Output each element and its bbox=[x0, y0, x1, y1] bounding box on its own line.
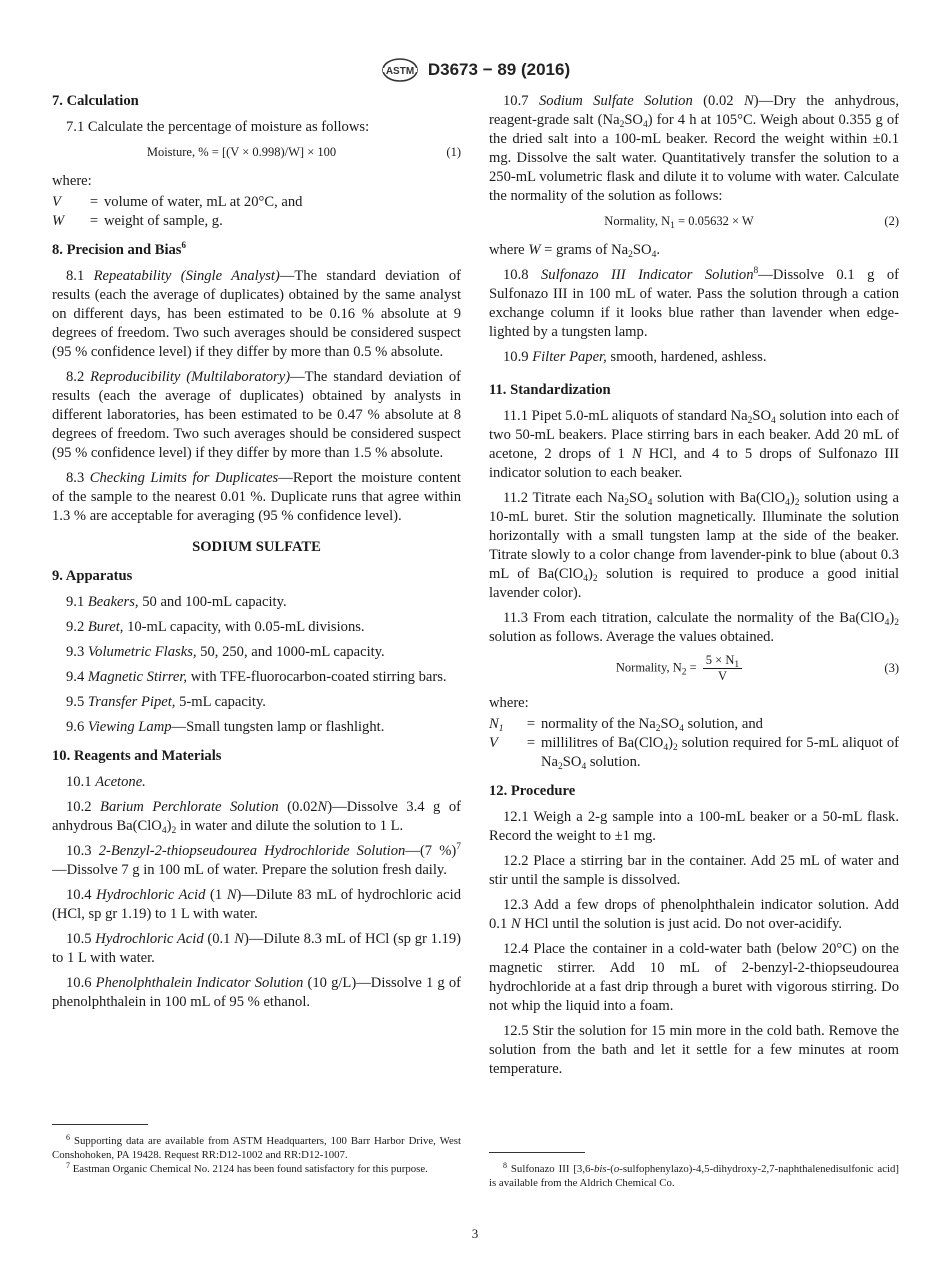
page-number: 3 bbox=[471, 1226, 479, 1241]
paragraph-10-3: 10.3 2-Benzyl-2-thiopseudourea Hydrochloride Solution—(7 %)$^7$—Dissolve 7 g in 100 mL of water. Prepare the solution fresh daily. bbox=[52, 842, 462, 878]
definition-row: V = millilitres of $Ba(ClO_4)_2$ solution required for 5-mL aliquot of $Na_2SO_4$ solution. bbox=[489, 735, 899, 772]
apparatus-item: 9.1 Beakers, 50 and 100-mL capacity. bbox=[66, 594, 287, 610]
section-11-heading: 11. Standardization bbox=[489, 382, 611, 398]
paragraph-10-8: 10.8 Sulfonazo III Indicator Solution$^8$—Dissolve 0.1 g of Sulfonazo III in 100 mL of water. Pass the solution through a cation exchange column if it looks blue rather than lavender when edge-lighted by a tungsten lamp. bbox=[489, 266, 899, 340]
equation-1-formula: Moisture, % = [(V × 0.998)/W] × 100 bbox=[146, 145, 337, 159]
svg-text:ASTM: ASTM bbox=[385, 66, 415, 77]
apparatus-item: 9.4 Magnetic Stirrer, with TFE-fluorocarbon-coated stirring bars. bbox=[66, 669, 447, 685]
footnote-divider-left bbox=[52, 1124, 148, 1125]
equation-2-formula: Normality, $N_1 = 0.05632 \times W$ bbox=[604, 214, 754, 231]
apparatus-item: 9.3 Volumetric Flasks, 50, 250, and 1000-mL capacity. bbox=[66, 644, 385, 660]
sodium-sulfate-title: SODIUM SULFATE bbox=[192, 539, 321, 555]
paragraph-10-2: 10.2 Barium Perchlorate Solution (0.02N)—Dissolve 3.4 g of anhydrous $Ba(ClO_4)_2$ in water and dilute the solution to 1 L. bbox=[52, 799, 461, 836]
definitions-11 bbox=[489, 715, 899, 772]
equation-1-number: (1) bbox=[446, 145, 461, 159]
paragraph-10-1: 10.1 Acetone. bbox=[66, 774, 146, 790]
definitions-7 bbox=[52, 193, 461, 231]
paragraph-11-2: 11.2 Titrate each $Na_2SO_4$ solution with $Ba(ClO_4)_2$ solution using a 10-mL buret. Stir the solution magnetically. Illuminate the solution horizontally with a small tungsten lamp at the side of the beaker. Titrate slowly to a color change from lavender-pink to blue (about 0.3 mL of $Ba(ClO_4)_2$ solution is required to produce a good initial lavender color). bbox=[489, 490, 900, 601]
section-8-heading: 8. Precision and Bias$^6$ bbox=[52, 240, 186, 258]
paragraph-12-4: 12.4 Place the container in a cold-water bath (below 20°C) on the magnetic stirrer. Add 10 mL of 2-benzyl-2-thiopseudourea hydrochloride at a fast drip through a buret with vigorous stirring. Do not whip the liquid into a foam. bbox=[489, 941, 899, 1014]
equation-3 bbox=[489, 653, 899, 684]
left-column bbox=[52, 92, 461, 1018]
equation-3-fraction: $\frac{5 \times N_1}{V}$ bbox=[703, 653, 742, 684]
paragraph-12-5: 12.5 Stir the solution for 15 min more in the cold bath. Remove the solution from the bath and let it settle for a few minutes at room temperature. bbox=[489, 1023, 899, 1077]
equation-2-number: (2) bbox=[884, 214, 899, 228]
apparatus-item: 9.5 Transfer Pipet, 5-mL capacity. bbox=[66, 694, 266, 710]
definition-row: V = volume of water, mL at 20°C, and bbox=[52, 194, 303, 210]
paragraph-10-5: 10.5 Hydrochloric Acid (0.1 N)—Dilute 8.3 mL of HCl (sp gr 1.19) to 1 L with water. bbox=[52, 931, 462, 966]
paragraph-11-3: 11.3 From each titration, calculate the normality of the $Ba(ClO_4)_2$ solution as follows. Average the values obtained. bbox=[489, 610, 899, 645]
right-column bbox=[489, 92, 899, 1085]
paragraph-8-2: 8.2 Reproducibility (Multilaboratory)—The standard deviation of results (each the average of duplicates) obtained by analysts in different laboratories, has been estimated to be 0.47 % absolute at 8 degrees of freedom. Two such averages should be considered suspect (95 % confidence level) if they differ by more than 1.5 % absolute. bbox=[52, 369, 461, 461]
astm-logo-icon bbox=[380, 57, 420, 83]
paragraph-8-3: 8.3 Checking Limits for Duplicates—Report the moisture content of the sample to the nearest 0.01 %. Duplicate runs that agree within 1.3 % are acceptable for averaging (95 % confidence level). bbox=[52, 470, 461, 524]
footnote-6: $^6$ Supporting data are available from ASTM Headquarters, 100 Barr Harbor Drive, West Conshohoken, PA 19428. Request RR:D12-1002 and RR:D12-1007. bbox=[52, 1133, 461, 1161]
paragraph-10-9: 10.9 Filter Paper, smooth, hardened, ashless. bbox=[503, 349, 767, 365]
footnote-7: $^7$ Eastman Organic Chemical No. 2124 has been found satisfactory for this purpose. bbox=[66, 1161, 428, 1175]
where-label-3: where: bbox=[489, 695, 529, 711]
document-id: D3673 − 89 (2016) bbox=[427, 60, 571, 79]
footnote-8: $^8$ Sulfonazo III [3,6-bis-(o-sulfophenylazo)-4,5-dihydroxy-2,7-naphthalenedisulfonic acid] is available from the Aldrich Chemical Co. bbox=[489, 1161, 900, 1189]
paragraph-12-1: 12.1 Weigh a 2-g sample into a 100-mL beaker or a 50-mL flask. Record the weight to ±1 mg. bbox=[489, 809, 899, 844]
paragraph-10-6: 10.6 Phenolphthalein Indicator Solution (10 g/L)—Dissolve 1 g of phenolphthalein in 100 mL of 95 % ethanol. bbox=[52, 975, 461, 1010]
apparatus-item: 9.2 Buret, 10-mL capacity, with 0.05-mL divisions. bbox=[66, 619, 365, 635]
footnotes-left bbox=[52, 1134, 461, 1176]
where-label: where: bbox=[52, 173, 92, 189]
apparatus-item: 9.6 Viewing Lamp—Small tungsten lamp or flashlight. bbox=[66, 719, 385, 735]
paragraph-12-2: 12.2 Place a stirring bar in the container. Add 25 mL of water and stir until the sample is dissolved. bbox=[489, 853, 899, 888]
equation-3-formula: Normality, $N_2$ = $\frac{5 \times N_1}{V}$ bbox=[489, 653, 869, 684]
paragraph-10-4: 10.4 Hydrochloric Acid (1 N)—Dilute 83 mL of hydrochloric acid (HCl, sp gr 1.19) to 1 L with water. bbox=[52, 887, 461, 922]
section-10-heading: 10. Reagents and Materials bbox=[52, 748, 222, 764]
section-7-heading: 7. Calculation bbox=[52, 93, 139, 109]
definition-row: $N_1$ = normality of the $Na_2SO_4$ solution, and bbox=[489, 716, 763, 734]
footnote-divider-right bbox=[489, 1152, 585, 1153]
where-w-line: where W = grams of $Na_2SO_4$. bbox=[489, 242, 660, 260]
paragraph-8-1: 8.1 Repeatability (Single Analyst)—The standard deviation of results (each the average of duplicates) obtained by the same analyst on different days, has been estimated to be 0.16 % absolute at 9 degrees of freedom. Two such averages should be considered suspect (95 % confidence level) if they differ by more than 0.5 % absolute. bbox=[52, 268, 462, 360]
paragraph-11-1: 11.1 Pipet 5.0-mL aliquots of standard $Na_2SO_4$ solution into each of two 50-mL beakers. Place stirring bars in each beaker. Add 20 mL of acetone, 2 drops of 1 N HCl, and 4 to 5 drops of Sulfonazo III indicator solution to each beaker. bbox=[489, 408, 899, 481]
paragraph-12-3: 12.3 Add a few drops of phenolphthalein indicator solution. Add 0.1 N HCl until the solution is just acid. Do not over-acidify. bbox=[489, 897, 899, 932]
definition-row: W = weight of sample, g. bbox=[52, 213, 223, 229]
equation-3-number: (3) bbox=[884, 661, 899, 675]
section-12-heading: 12. Procedure bbox=[489, 783, 576, 799]
footnotes-right bbox=[489, 1162, 899, 1190]
section-9-heading: 9. Apparatus bbox=[52, 568, 133, 584]
paragraph-7-1: 7.1 Calculate the percentage of moisture as follows: bbox=[66, 119, 370, 135]
paragraph-10-7: 10.7 Sodium Sulfate Solution (0.02 N)—Dry the anhydrous, reagent-grade salt $(Na_2SO_4)$ for 4 h at 105°C. Weigh about 0.355 g of the dried salt into a 100-mL beaker. Record the weight within ±0.1 mg. Dissolve the salt water. Quantitatively transfer the solution to a 250-mL volumetric flask and dilute it to volume with water. Calculate the normality of the solution as follows: bbox=[489, 93, 899, 204]
equation-1 bbox=[52, 143, 461, 162]
equation-2 bbox=[489, 212, 899, 231]
page-header bbox=[0, 56, 950, 84]
